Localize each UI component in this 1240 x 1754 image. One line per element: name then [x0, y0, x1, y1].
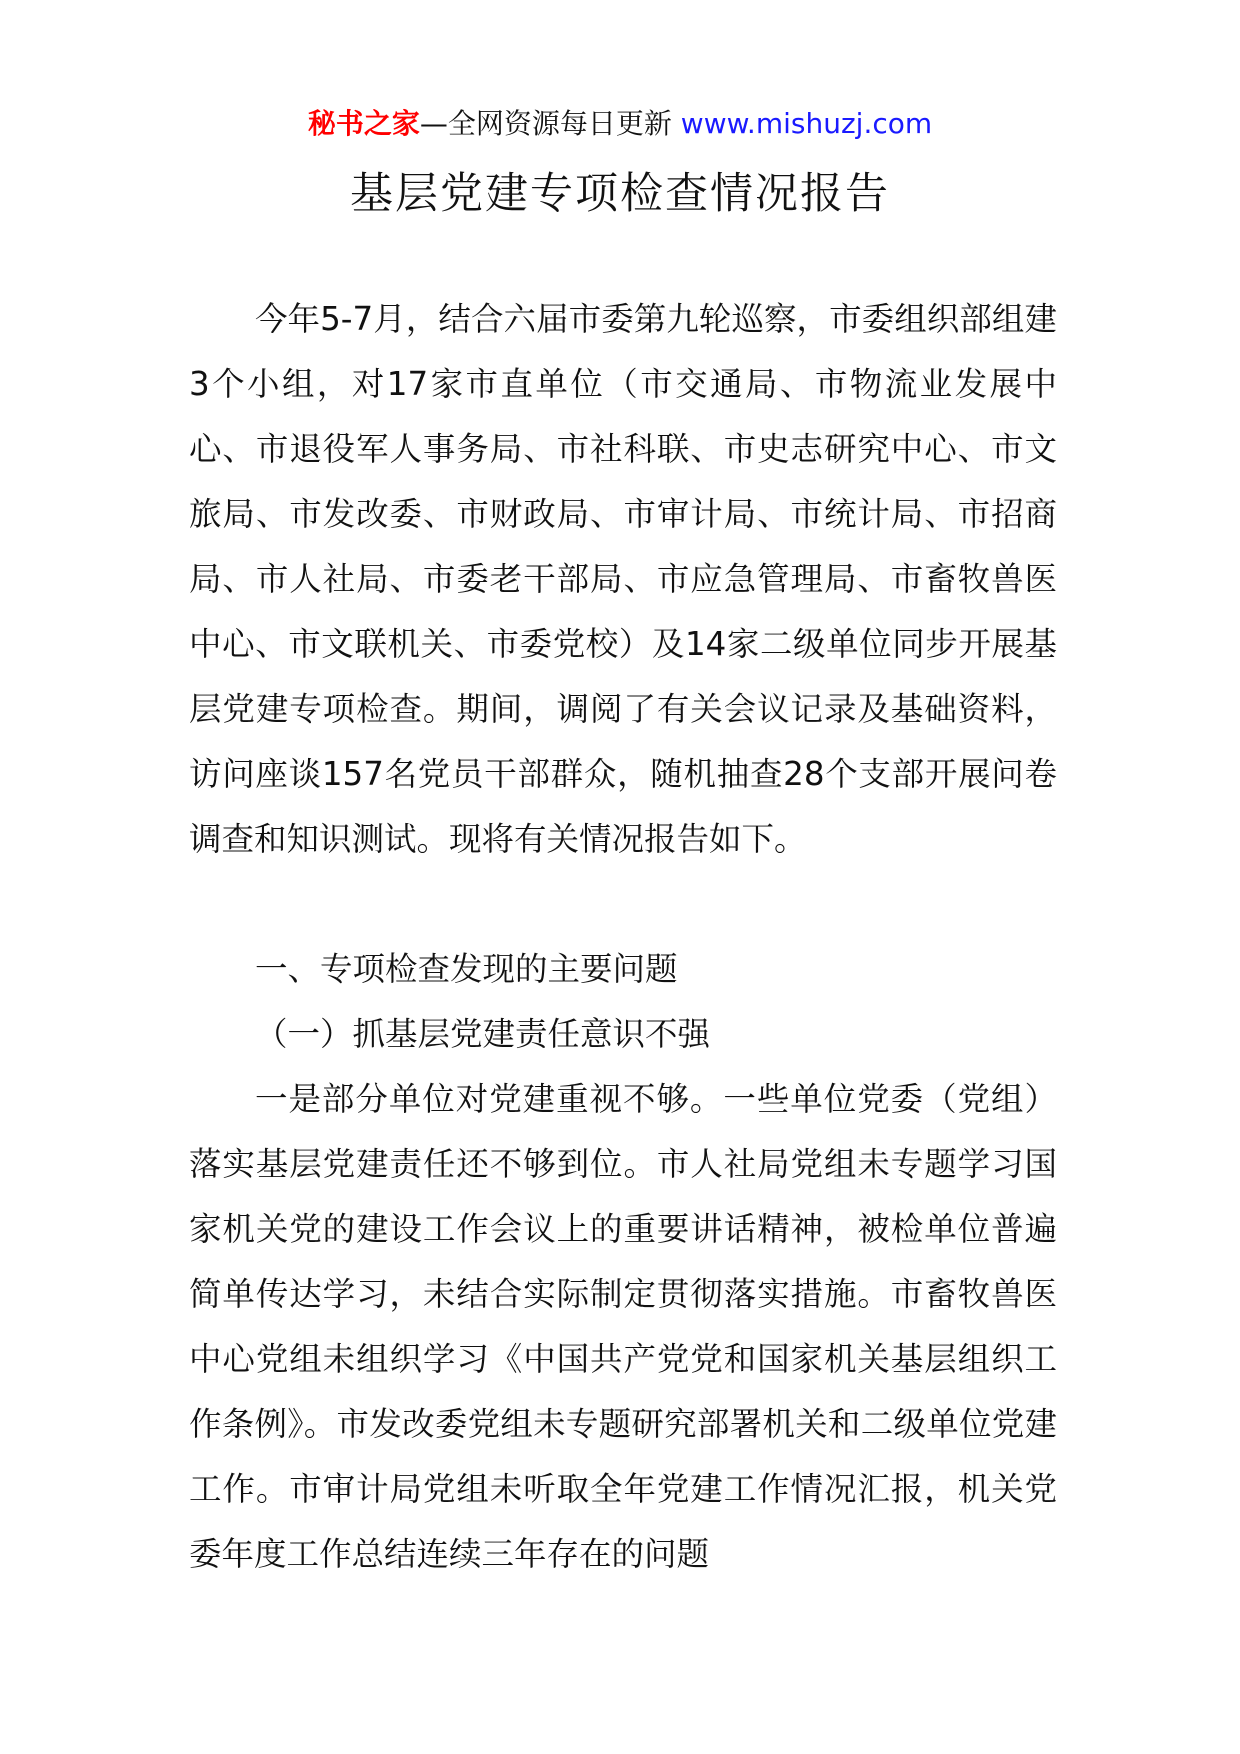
site-link[interactable]: www.mishuzj.com: [680, 107, 933, 140]
page-title: 基层党建专项检查情况报告: [350, 169, 890, 219]
brand-name: 秘书之家: [307, 107, 420, 140]
intro-paragraph: 今年5-7月，结合六届市委第九轮巡察，市委组织部组建3个小组，对17家市直单位（市交通局、市物流业发展中心、市退役军人事务局、市社科联、市史志研究中心、市文旅局、市发改委、市财政局、市审计局、市统计局、市招商局、市人社局、市委老干部局、市应急管理局、市畜牧兽医中心、市文联机关、市委党校）及14家二级单位同步开展基层党建专项检查。期间，调阅了有关会议记录及基础资料，访问座谈157名党员干部群众，随机抽查28个支部开展问卷调查和知识测试。现将有关情况报告如下。: [189, 300, 1057, 858]
subsection-heading: （一）抓基层党建责任意识不强: [255, 1015, 711, 1053]
section-heading: 一、专项检查发现的主要问题: [255, 950, 678, 988]
header-tagline: —全网资源每日更新: [419, 107, 672, 140]
watermark-header: [0, 104, 1240, 144]
body-paragraph: 一是部分单位对党建重视不够。一些单位党委（党组）落实基层党建责任还不够到位。市人社局党组未专题学习国家机关党的建设工作会议上的重要讲话精神，被检单位普遍简单传达学习，未结合实际制定贯彻落实措施。市畜牧兽医中心党组未组织学习《中国共产党党和国家机关基层组织工作条例》。市发改委党组未专题研究部署机关和二级单位党建工作。市审计局党组未听取全年党建工作情况汇报，机关党委年度工作总结连续三年存在的问题: [189, 1080, 1057, 1573]
